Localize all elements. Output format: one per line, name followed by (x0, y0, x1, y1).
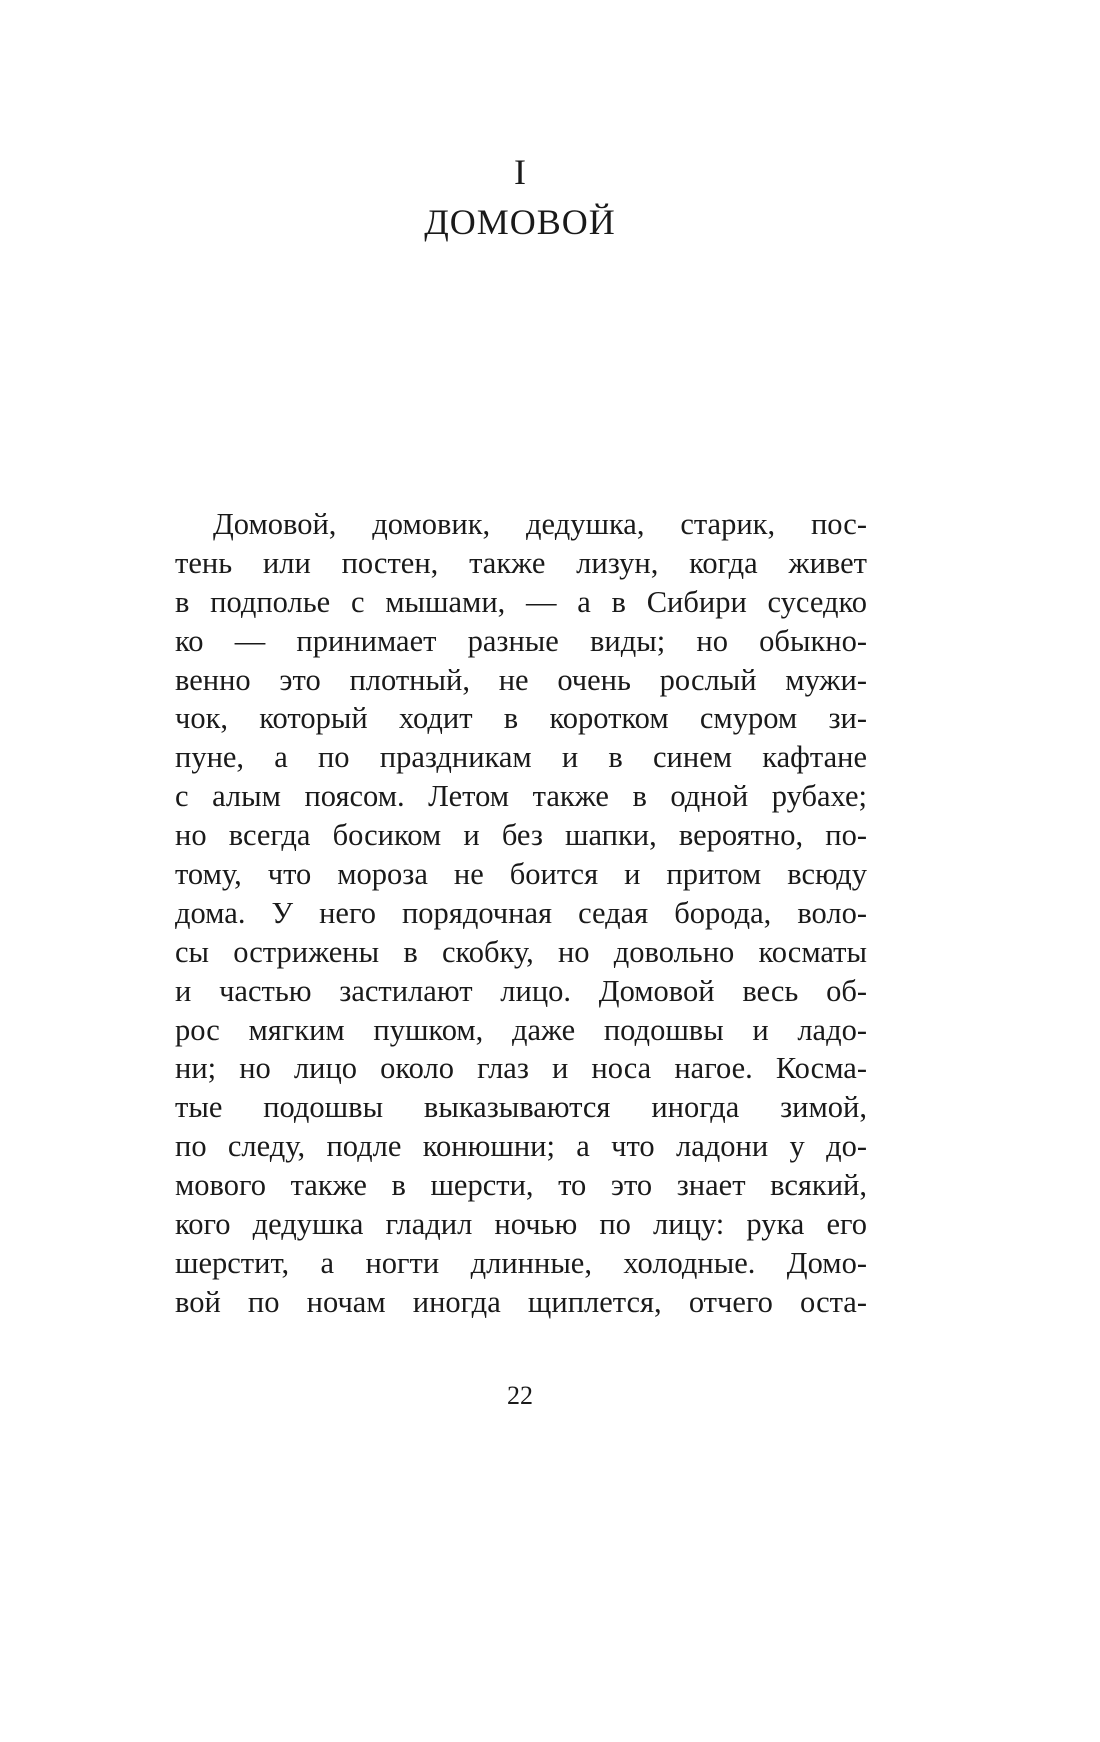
text-line: чок, который ходит в коротком смуром зи- (175, 701, 867, 736)
text-line: пуне, а по праздникам и в синем кафтане (175, 740, 867, 775)
text-line: тому, что мороза не боится и притом всюду (175, 857, 867, 892)
text-line: ни; но лицо около глаз и носа нагое. Косма- (175, 1051, 867, 1086)
text-line: кого дедушка гладил ночью по лицу: рука его (175, 1207, 867, 1242)
page-number: 22 (507, 1381, 533, 1410)
text-line: тень или постен, также лизун, когда живет (175, 545, 867, 580)
chapter-number: I (514, 152, 526, 192)
text-line: вой по ночам иногда щиплется, отчего оста- (175, 1284, 867, 1319)
text-line: в подполье с мышами, — а в Сибири суседко (175, 584, 867, 619)
text-line: Домовой, домовик, дедушка, старик, пос- (213, 507, 867, 541)
text-line: венно это плотный, не очень рослый мужи- (175, 662, 867, 697)
text-line: сы острижены в скобку, но довольно косматы (175, 934, 867, 969)
text-line: и частью застилают лицо. Домовой весь об- (175, 973, 867, 1008)
chapter-title: ДОМОВОЙ (424, 202, 616, 242)
body-paragraph (175, 505, 867, 1322)
text-line: тые подошвы выказываются иногда зимой, (175, 1090, 867, 1125)
text-line: мового также в шерсти, то это знает всякий, (175, 1168, 867, 1203)
text-line: дома. У него порядочная седая борода, воло- (175, 895, 867, 930)
text-line: с алым поясом. Летом также в одной рубахе; (175, 779, 867, 814)
text-line: по следу, подле конюшни; а что ладони у до- (175, 1129, 867, 1164)
text-line: но всегда босиком и без шапки, вероятно, по- (175, 818, 867, 853)
text-line: рос мягким пушком, даже подошвы и ладо- (175, 1012, 867, 1047)
text-line: шерстит, а ногти длинные, холодные. Домо- (175, 1245, 867, 1280)
text-line: ко — принимает разные виды; но обыкно- (175, 623, 867, 658)
